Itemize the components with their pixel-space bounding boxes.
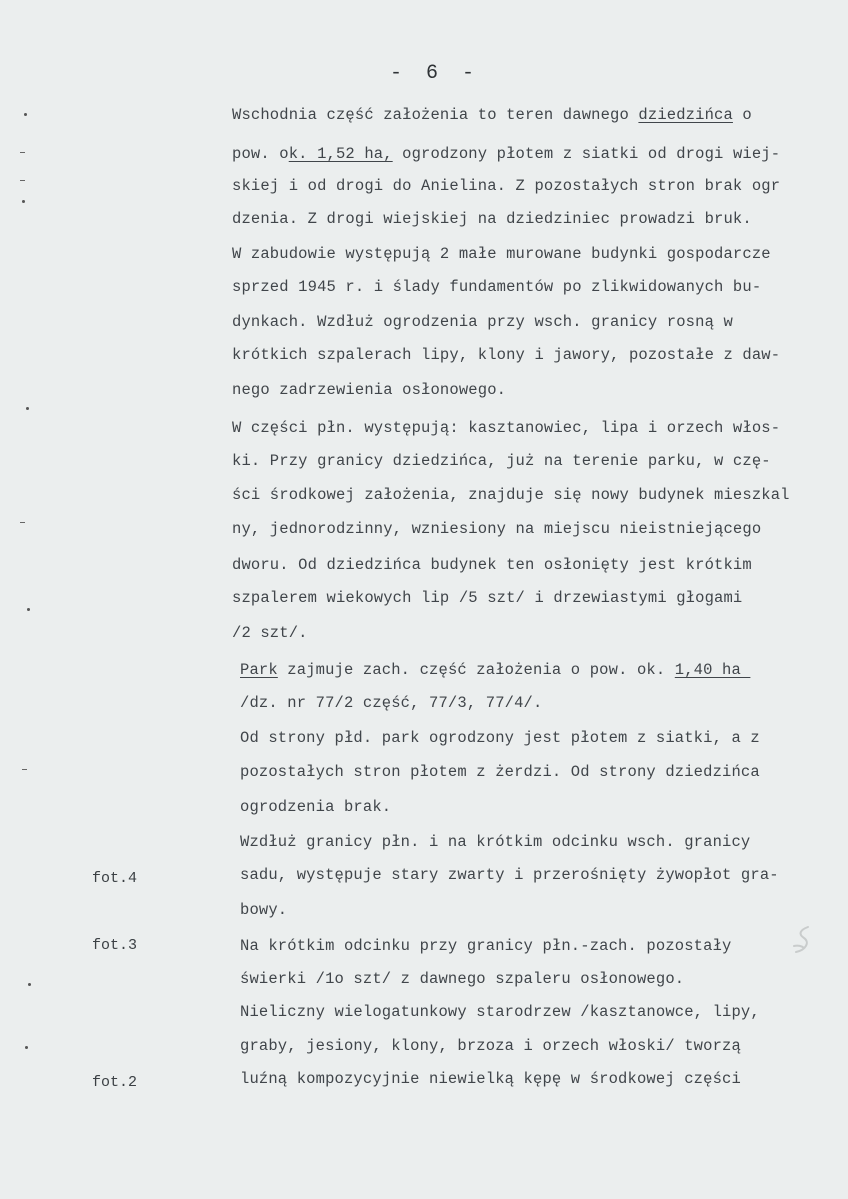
text-line: dworu. Od dziedzińca budynek ten osłonięty jest krótkim: [232, 556, 752, 574]
text-line: /2 szt/.: [232, 624, 308, 642]
text-line: pow. ok. 1,52 ha, ogrodzony płotem z siatki od drogi wiej-: [232, 145, 781, 163]
margin-dot: [22, 200, 25, 203]
text-line: sprzed 1945 r. i ślady fundamentów po zlikwidowanych bu-: [232, 278, 762, 296]
margin-dot: [25, 1046, 28, 1049]
text-line: ogrodzenia brak.: [240, 798, 392, 816]
text-line: bowy.: [240, 901, 288, 919]
text-line: ny, jednorodzinny, wzniesiony na miejscu nieistniejącego: [232, 520, 762, 538]
text-line: Od strony płd. park ogrodzony jest płotem z siatki, a z: [240, 729, 760, 747]
margin-dot: [26, 407, 29, 410]
text-line: pozostałych stron płotem z żerdzi. Od strony dziedzińca: [240, 763, 760, 781]
margin-tick: [22, 769, 27, 770]
margin-dot: [28, 983, 31, 986]
photo-reference-label: fot.3: [92, 937, 138, 954]
margin-tick: [20, 180, 25, 181]
page-number: - 6 -: [390, 62, 481, 85]
text-line: dzenia. Z drogi wiejskiej na dziedziniec prowadzi bruk.: [232, 210, 752, 228]
photo-reference-label: fot.4: [92, 870, 138, 887]
text-line: Wschodnia część założenia to teren dawnego dziedzińca o: [232, 106, 752, 124]
text-line: krótkich szpalerach lipy, klony i jawory, pozostałe z daw-: [232, 346, 781, 364]
text-line: nego zadrzewienia osłonowego.: [232, 381, 507, 399]
text-line: W części płn. występują: kasztanowiec, lipa i orzech włos-: [232, 419, 781, 437]
text-line: /dz. nr 77/2 część, 77/3, 77/4/.: [240, 694, 543, 712]
text-line: Park zajmuje zach. część założenia o pow. ok. 1,40 ha: [240, 661, 751, 679]
text-line: ści środkowej założenia, znajduje się nowy budynek mieszkal: [232, 486, 790, 504]
text-line: Nieliczny wielogatunkowy starodrzew /kasztanowce, lipy,: [240, 1003, 760, 1021]
text-line: graby, jesiony, klony, brzoza i orzech włoski/ tworzą: [240, 1037, 741, 1055]
text-line: szpalerem wiekowych lip /5 szt/ i drzewiastymi głogami: [232, 589, 743, 607]
text-line: ki. Przy granicy dziedzińca, już na terenie parku, w czę-: [232, 452, 771, 470]
text-line: sadu, występuje stary zwarty i przerośnięty żywopłot gra-: [240, 866, 779, 884]
text-line: Na krótkim odcinku przy granicy płn.-zach. pozostały: [240, 937, 732, 955]
text-line: świerki /1o szt/ z dawnego szpaleru osłonowego.: [240, 970, 685, 988]
text-line: Wzdłuż granicy płn. i na krótkim odcinku wsch. granicy: [240, 833, 751, 851]
text-line: luźną kompozycyjnie niewielką kępę w środkowej części: [240, 1070, 741, 1088]
text-line: skiej i od drogi do Anielina. Z pozostałych stron brak ogr: [232, 177, 781, 195]
photo-reference-label: fot.2: [92, 1074, 138, 1091]
margin-tick: [20, 522, 25, 523]
pencil-mark-icon: [786, 924, 816, 958]
text-line: dynkach. Wzdłuż ogrodzenia przy wsch. granicy rosną w: [232, 313, 733, 331]
text-line: W zabudowie występują 2 małe murowane budynki gospodarcze: [232, 245, 771, 263]
margin-dot: [27, 608, 30, 611]
margin-tick: [20, 152, 25, 153]
margin-dot: [24, 113, 27, 116]
